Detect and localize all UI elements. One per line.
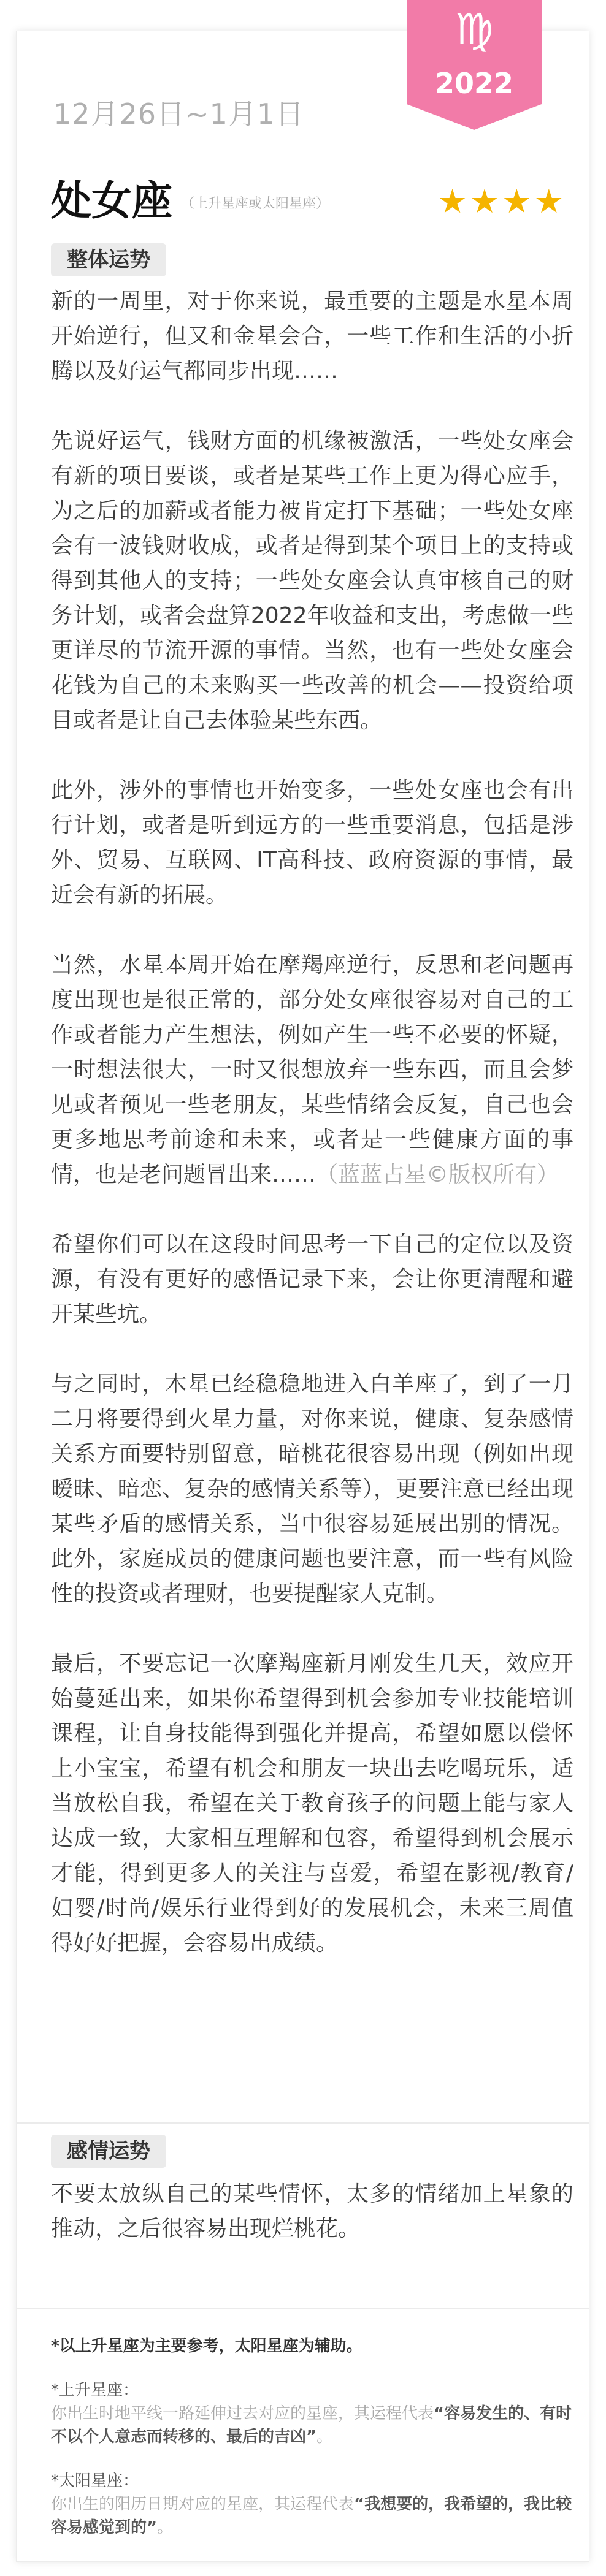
notes-divider	[17, 2308, 589, 2309]
footnote-sun	[51, 2469, 573, 2539]
badge-year: 2022	[434, 67, 514, 100]
footnote-sun-title: *太阳星座：	[51, 2472, 139, 2490]
date-range: 12月26日~1月1日	[53, 97, 305, 131]
love-body	[51, 2176, 573, 2246]
overall-paragraph: 最后，不要忘记一次摩羯座新月刚发生几天，效应开始蔓延出来，如果你希望得到机会参加专业技能培训课程，让自身技能得到强化并提高，希望如愿以偿怀上小宝宝，希望有机会和朋友一块出去吃喝玩乐，适当放松自我，希望在关于教育孩子的问题上能与家人达成一致，大家相互理解和包容，希望得到机会展示才能，得到更多人的关注与喜爱，希望在影视/教育/妇婴/时尚/娱乐行业得到好的发展机会，未来三周值得好好把握，会容易出成绩。	[51, 1651, 573, 1956]
footnote-rising-text	[51, 2402, 573, 2449]
footnote-rising	[51, 2379, 573, 2449]
overall-paragraph: 新的一周里，对于你来说，最重要的主题是水星本周开始逆行，但又和金星会合，一些工作和生活的小折腾以及好运气都同步出现……	[51, 289, 573, 384]
footnote-rising-desc: 你出生时地平线一路延伸过去对应的星座，其运程代表	[51, 2404, 434, 2423]
title-row	[51, 173, 566, 229]
love-tag: 感情运势	[51, 2135, 166, 2168]
rating-stars: ★★★★	[437, 182, 566, 221]
horoscope-card	[16, 31, 589, 2562]
overall-paragraph: 先说好运气，钱财方面的机缘被激活，一些处女座会有新的项目要谈，或者是某些工作上更为得心应手，为之后的加薪或者能力被肯定打下基础；一些处女座会有一波钱财收成，或者是得到某个项目上的支持或得到其他人的支持；一些处女座会认真审核自己的财务计划，或者会盘算2022年收益和支出，考虑做一些更详尽的节流开源的事情。当然，也有一些处女座会花钱为自己的未来购买一些改善的机会——投资给项目或者是让自己去体验某些东西。	[51, 428, 573, 733]
sign-note: （上升星座或太阳星座）	[181, 196, 330, 211]
sign-name: 处女座	[51, 177, 172, 224]
footnote-rising-quote: “容易发生的、有时不以个人意志而转移的、最后的吉凶”	[51, 2404, 572, 2446]
overall-tag: 整体运势	[51, 243, 166, 276]
footnote-sun-quote: “我想要的，我希望的，我比较容易感觉到的”	[51, 2495, 572, 2537]
footnote-rising-title: *上升星座：	[51, 2381, 139, 2399]
footnote-sun-desc: 你出生的阳历日期对应的星座，其运程代表	[51, 2495, 355, 2513]
overall-body	[51, 284, 573, 1961]
overall-paragraph: 与之同时，木星已经稳稳地进入白羊座了，到了一月二月将要得到火星力量，对你来说，健康、复杂感情关系方面要特别留意，暗桃花很容易出现（例如出现暧昧、暗恋、复杂的感情关系等），更要注意已经出现某些矛盾的感情关系，当中很容易延展出别的情况。此外，家庭成员的健康问题也要注意，而一些有风险性的投资或者理财，也要提醒家人克制。	[51, 1372, 573, 1606]
footnote-main: *以上升星座为主要参考，太阳星座为辅助。	[51, 2337, 362, 2355]
footnote-sun-end: 。	[157, 2518, 174, 2537]
overall-paragraph: 此外，涉外的事情也开始变多，一些处女座也会有出行计划，或者是听到远方的一些重要消息，包括是涉外、贸易、互联网、IT高科技、政府资源的事情，最近会有新的拓展。	[51, 778, 573, 908]
section-divider	[17, 2122, 589, 2124]
zodiac-badge	[407, 0, 542, 130]
footnote-rising-end: 。	[316, 2428, 333, 2446]
copyright-note: （蓝蓝占星©版权所有）	[316, 1162, 559, 1187]
virgo-symbol-icon: ♍	[454, 4, 494, 55]
overall-paragraph	[51, 948, 573, 1192]
overall-paragraph: 希望你们可以在这段时间思考一下自己的定位以及资源，有没有更好的感悟记录下来，会让你更清醒和避开某些坑。	[51, 1232, 573, 1327]
overall-paragraph-text: 当然，水星本周开始在摩羯座逆行，反思和老问题再度出现也是很正常的，部分处女座很容易对自己的工作或者能力产生想法，例如产生一些不必要的怀疑，一时想法很大，一时又很想放弃一些东西，而且会梦见或者预见一些老朋友，某些情绪会反复，自己也会更多地思考前途和未来，或者是一些健康方面的事情，也是老问题冒出来……	[51, 952, 573, 1187]
footnote-sun-text	[51, 2493, 573, 2539]
love-paragraph: 不要太放纵自己的某些情怀，太多的情绪加上星象的推动，之后很容易出现烂桃花。	[51, 2181, 573, 2241]
footnotes	[51, 2335, 573, 2560]
